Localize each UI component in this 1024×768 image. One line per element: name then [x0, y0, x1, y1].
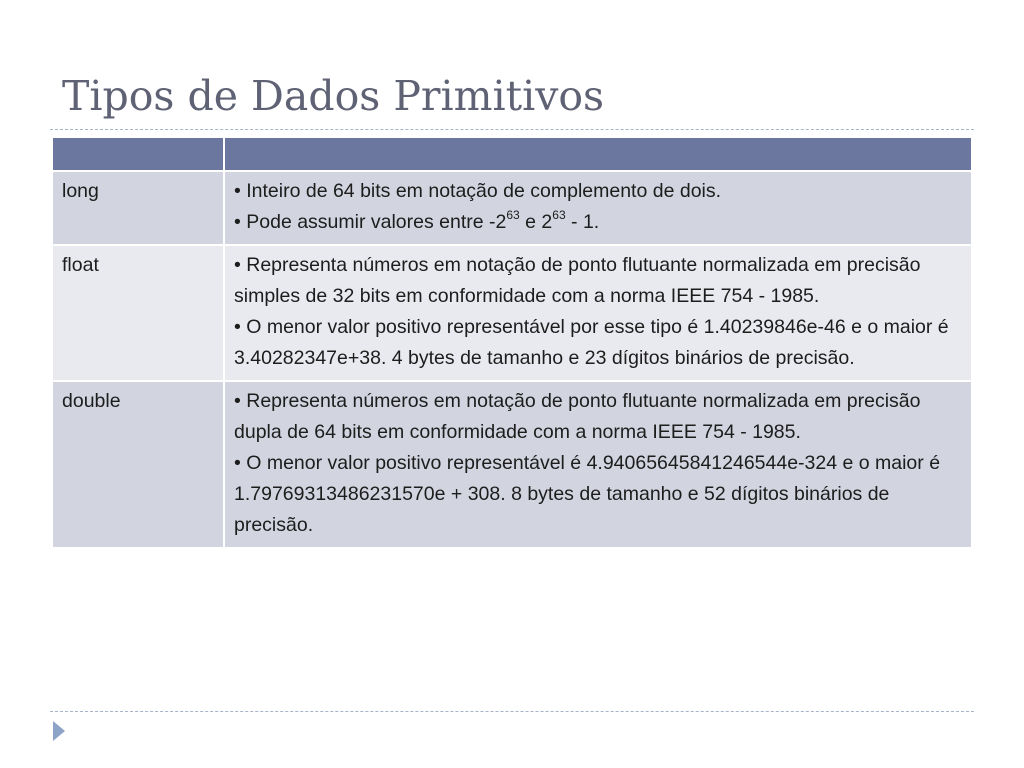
exponent: 63	[506, 207, 520, 222]
description-cell	[224, 381, 972, 548]
description-line: • O menor valor positivo representável por esse tipo é 1.40239846e-46 e o maior é 3.40282347e+38. 4 bytes de tamanho e 23 dígitos binários de precisão.	[234, 316, 949, 369]
table-row	[52, 245, 972, 381]
type-cell: float	[52, 245, 224, 381]
footer-divider	[50, 711, 974, 712]
description-cell	[224, 245, 972, 381]
description-line: • Pode assumir valores entre $-2^{63}$ e $2^{63} - 1$.	[234, 207, 600, 233]
type-cell: long	[52, 171, 224, 245]
description-line: • Inteiro de 64 bits em notação de complemento de dois.	[234, 180, 722, 202]
primitive-types-table	[51, 136, 973, 549]
description-line: • Representa números em notação de ponto flutuante normalizada em precisão simples de 32 bits em conformidade com a norma IEEE 754 - 1985.	[234, 254, 921, 307]
table-row	[52, 381, 972, 548]
header-cell-type	[52, 137, 224, 171]
description-cell	[224, 171, 972, 245]
description-line: • Representa números em notação de ponto flutuante normalizada em precisão dupla de 64 bits em conformidade com a norma IEEE 754 - 1985.	[234, 390, 921, 443]
title-divider	[50, 129, 974, 130]
triangle-right-icon	[53, 721, 65, 741]
header-cell-description	[224, 137, 972, 171]
table-row	[52, 171, 972, 245]
description-line: • O menor valor positivo representável é 4.94065645841246544e-324 e o maior é 1.79769313486231570e + 308. 8 bytes de tamanho e 52 dígitos binários de precisão.	[234, 452, 941, 536]
slide-title: Tipos de Dados Primitivos	[62, 72, 605, 120]
exponent: 63	[552, 207, 566, 222]
table-header-row	[52, 137, 972, 171]
type-cell: double	[52, 381, 224, 548]
